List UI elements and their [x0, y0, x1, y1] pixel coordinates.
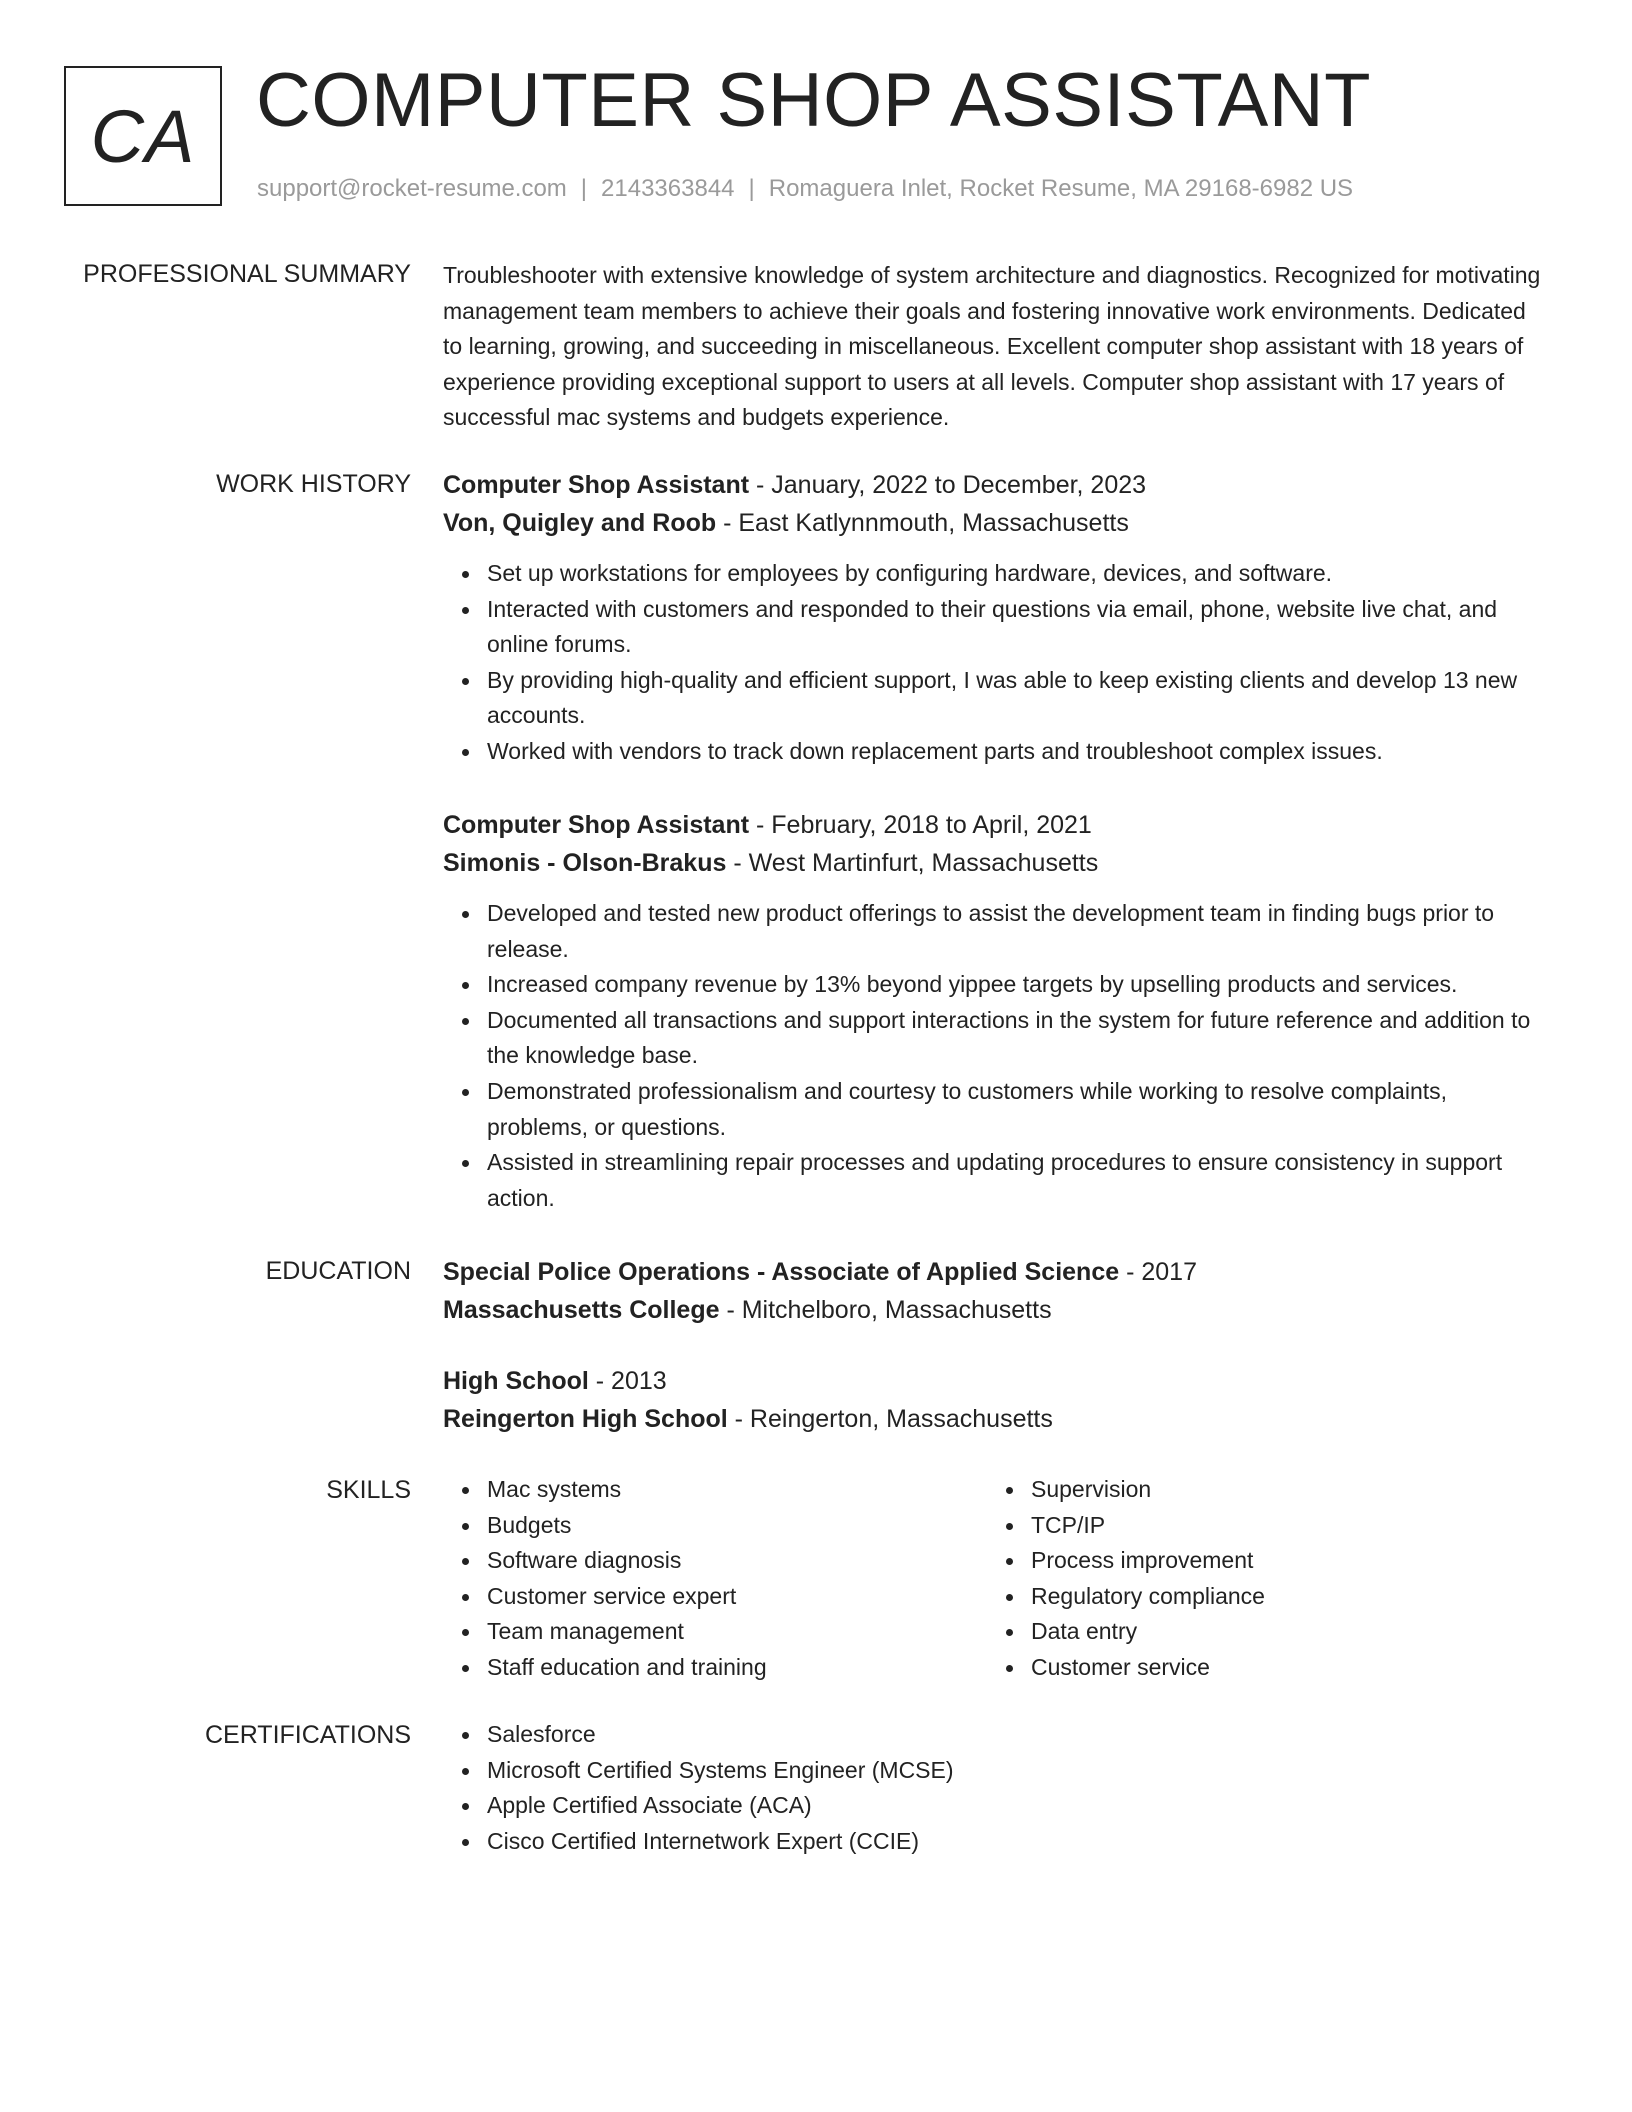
skills-column-right [987, 1472, 1531, 1686]
job-bullet: Developed and tested new product offerings to assist the development team in finding bugs prior to release. [487, 896, 1543, 967]
contact-email: support@rocket-resume.com [257, 175, 567, 202]
monogram-initials: CA [90, 94, 196, 178]
contact-line [257, 174, 1353, 204]
certification-item: Microsoft Certified Systems Engineer (MCSE) [487, 1753, 1543, 1789]
monogram-box [64, 66, 222, 206]
job-company-line [443, 844, 1543, 882]
skill-item: Mac systems [487, 1472, 987, 1508]
job-dates: - January, 2022 to December, 2023 [749, 471, 1147, 499]
certification-item: Salesforce [487, 1717, 1543, 1753]
certification-item: Apple Certified Associate (ACA) [487, 1788, 1543, 1824]
education-degree-line [443, 1253, 1543, 1291]
education-school-line [443, 1291, 1543, 1329]
job-bullet: By providing high-quality and efficient support, I was able to keep existing clients and develop 13 new accounts. [487, 663, 1543, 734]
contact-separator: | [580, 175, 588, 202]
skills-grid [443, 1472, 1543, 1686]
contact-address: Romaguera Inlet, Rocket Resume, MA 29168-6982 US [768, 175, 1354, 202]
education-location: - Mitchelboro, Massachusetts [719, 1296, 1052, 1324]
section-label-work-history: WORK HISTORY [216, 470, 411, 498]
job-entry [443, 466, 1543, 770]
skill-item: Customer service expert [487, 1579, 987, 1615]
contact-separator: | [748, 175, 755, 202]
job-bullets [443, 896, 1543, 1216]
education-entry [443, 1362, 1543, 1438]
job-location: - West Martinfurt, Massachusetts [726, 849, 1099, 877]
job-title-line [443, 806, 1543, 844]
job-bullet: Documented all transactions and support interactions in the system for future reference and addition to the knowledge base. [487, 1003, 1543, 1074]
summary-text: Troubleshooter with extensive knowledge of system architecture and diagnostics. Recognized for motivating management team members to achieve their goals and fostering innovative work environments. Dedicated to learning, growing, and succeeding in miscellaneous. Excellent computer shop assistant with 18 years of experience providing exceptional support to users at all levels. Computer shop assistant with 17 years of successful mac systems and budgets experience. [443, 262, 1541, 431]
skill-item: Software diagnosis [487, 1543, 987, 1579]
skill-item: Regulatory compliance [1031, 1579, 1531, 1615]
skills-section [443, 1472, 1543, 1686]
summary-section [443, 258, 1543, 436]
section-label-skills: SKILLS [326, 1476, 411, 1504]
skill-item: Process improvement [1031, 1543, 1531, 1579]
education-school-line [443, 1400, 1543, 1438]
education-location: - Reingerton, Massachusetts [727, 1405, 1053, 1433]
skill-item: Data entry [1031, 1614, 1531, 1650]
job-bullet: Demonstrated professionalism and courtesy to customers while working to resolve complaints, problems, or questions. [487, 1074, 1543, 1145]
section-label-education: EDUCATION [265, 1257, 411, 1285]
skills-column-left [443, 1472, 987, 1686]
job-bullet: Worked with vendors to track down replacement parts and troubleshoot complex issues. [487, 734, 1543, 770]
job-title-line [443, 466, 1543, 504]
skill-item: Customer service [1031, 1650, 1531, 1686]
skills-list [987, 1472, 1531, 1686]
skill-item: Budgets [487, 1508, 987, 1544]
job-bullet: Set up workstations for employees by configuring hardware, devices, and software. [487, 556, 1543, 592]
job-company: Von, Quigley and Roob [443, 509, 717, 537]
education-degree-line [443, 1362, 1543, 1400]
education-entry [443, 1253, 1543, 1329]
job-company: Simonis - Olson-Brakus [443, 849, 727, 877]
job-title: Computer Shop Assistant [443, 811, 750, 839]
job-bullet: Assisted in streamlining repair processes and updating procedures to ensure consistency in support action. [487, 1145, 1543, 1216]
skill-item: Staff education and training [487, 1650, 987, 1686]
education-school: Massachusetts College [443, 1296, 720, 1324]
education-degree: Special Police Operations - Associate of Applied Science [443, 1258, 1120, 1286]
contact-phone: 2143363844 [601, 175, 735, 202]
certifications-section [443, 1717, 1543, 1859]
certification-item: Cisco Certified Internetwork Expert (CCIE) [487, 1824, 1543, 1860]
job-title: Computer Shop Assistant [443, 471, 750, 499]
skill-item: Team management [487, 1614, 987, 1650]
job-bullet: Interacted with customers and responded to their questions via email, phone, website live chat, and online forums. [487, 592, 1543, 663]
job-company-line [443, 504, 1543, 542]
job-dates: - February, 2018 to April, 2021 [749, 811, 1092, 839]
section-label-certifications: CERTIFICATIONS [204, 1721, 411, 1749]
page-title: COMPUTER SHOP ASSISTANT [256, 58, 1372, 143]
job-bullet: Increased company revenue by 13% beyond yippee targets by upselling products and services. [487, 967, 1543, 1003]
skills-list [443, 1472, 987, 1686]
education-degree: High School [443, 1367, 589, 1395]
job-bullets [443, 556, 1543, 770]
section-label-summary: PROFESSIONAL SUMMARY [83, 260, 411, 288]
skill-item: TCP/IP [1031, 1508, 1531, 1544]
certifications-list [443, 1717, 1543, 1859]
education-school: Reingerton High School [443, 1405, 728, 1433]
skill-item: Supervision [1031, 1472, 1531, 1508]
job-entry [443, 806, 1543, 1216]
education-year: - 2013 [588, 1367, 667, 1395]
job-location: - East Katlynnmouth, Massachusetts [716, 509, 1129, 537]
education-year: - 2017 [1119, 1258, 1197, 1286]
